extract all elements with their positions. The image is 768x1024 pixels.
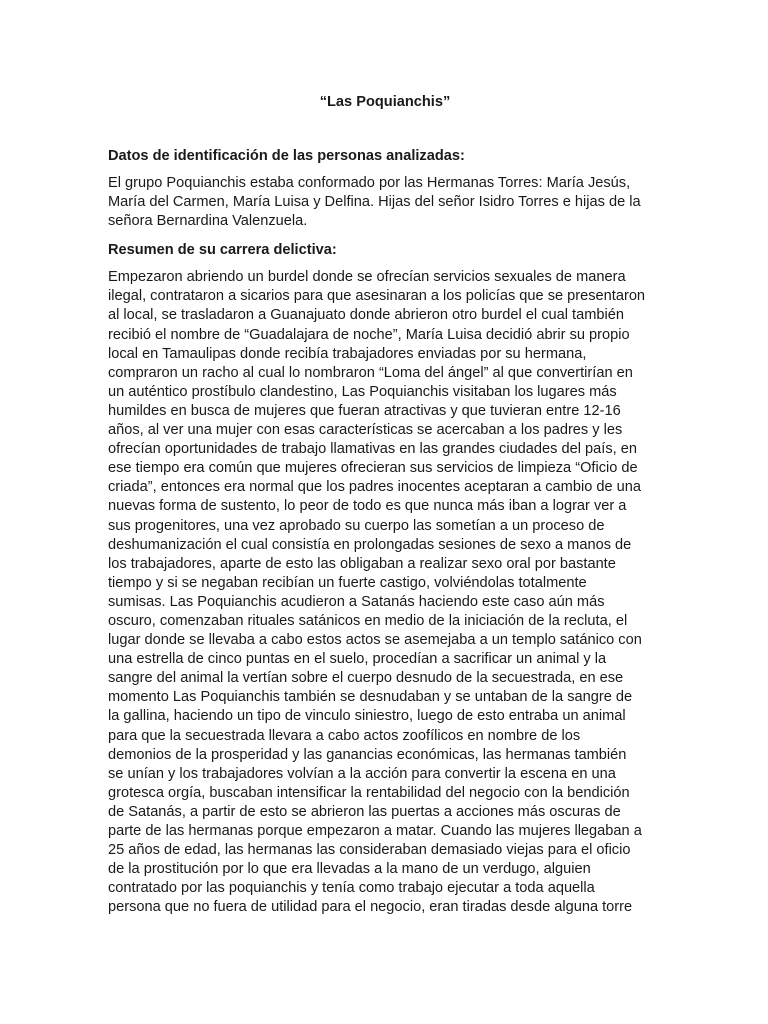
text-line: ofrecían oportunidades de trabajo llamativas en las grandes ciudades del país, en	[108, 441, 637, 458]
text-line: sumisas. Las Poquianchis acudieron a Satanás haciendo este caso aún más	[108, 593, 605, 610]
document-page	[108, 93, 662, 927]
document-title: “Las Poquianchis”	[319, 94, 451, 110]
text-line: ese tiempo era común que mujeres ofrecieran sus servicios de limpieza “Oficio de	[108, 460, 638, 477]
text-line: tiempo y si se negaban recibían un fuerte castigo, volviéndolas totalmente	[108, 574, 587, 591]
text-line: ilegal, contrataron a sicarios para que asesinaran a los policías que se presentaron	[108, 288, 646, 305]
text-line: al local, se trasladaron a Guanajuato donde abrieron otro burdel el cual también	[108, 307, 624, 324]
text-line: demonios de la prosperidad y las ganancias económicas, las hermanas también	[108, 746, 627, 763]
text-line: momento Las Poquianchis también se desnudaban y se untaban de la sangre de	[108, 689, 633, 706]
text-line: se unían y los trabajadores volvían a la acción para convertir la escena en una	[108, 765, 616, 782]
text-line: grotesca orgía, buscaban intensificar la rentabilidad del negocio con la bendición	[108, 784, 630, 801]
text-line: sangre del animal la vertían sobre el cuerpo desnudo de la secuestrada, en ese	[108, 670, 624, 687]
text-line: de Satanás, a partir de esto se abrieron las puertas a acciones más oscuras de	[108, 803, 621, 820]
text-line: una estrella de cinco puntas en el suelo, procedían a sacrificar un animal y la	[108, 651, 607, 668]
text-line: contratado por las poquianchis y tenía como trabajo ejecutar a toda aquella	[108, 880, 595, 897]
text-line: humildes en busca de mujeres que fueran atractivas y que tuvieran entre 12-16	[108, 402, 621, 419]
text-line: sus progenitores, una vez aprobado su cuerpo las sometían a un proceso de	[108, 517, 605, 534]
text-line: oscuro, comenzaban rituales satánicos en medio de la iniciación de la recluta, el	[108, 612, 628, 629]
text-line: 25 años de edad, las hermanas las consideraban demasiado viejas para el oficio	[108, 842, 631, 859]
text-line: parte de las hermanas porque empezaron a matar. Cuando las mujeres llegaban a	[108, 823, 642, 839]
text-line: local en Tamaulipas donde recibía trabajadores enviadas por su hermana,	[108, 345, 587, 362]
text-line: El grupo Poquianchis estaba conformado por las Hermanas Torres: María Jesús,	[108, 175, 631, 191]
section-heading-identification: Datos de identificación de las personas analizadas:	[108, 148, 465, 164]
text-line: recibió el nombre de “Guadalajara de noche”, María Luisa decidió abrir su propio	[108, 326, 630, 343]
text-line: Empezaron abriendo un burdel donde se ofrecían servicios sexuales de manera	[108, 269, 626, 286]
text-line: señora Bernardina Valenzuela.	[108, 213, 308, 230]
text-line: nuevas forma de sustento, lo peor de todo es que nunca más iban a lograr ver a	[108, 498, 627, 515]
text-line: compraron un racho al cual lo nombraron “Loma del ángel” al que convertirían en	[108, 364, 633, 381]
paragraph-identification	[108, 174, 662, 231]
text-line: persona que no fuera de utilidad para el negocio, eran tiradas desde alguna torre	[108, 899, 633, 916]
text-line: criada”, entonces era normal que los padres inocentes aceptaran a cambio de una	[108, 479, 641, 496]
text-line: deshumanización el cual consistía en prolongadas sesiones de sexo a manos de	[108, 536, 632, 553]
text-line: los trabajadores, aparte de esto las obligaban a realizar sexo oral por bastante	[108, 555, 616, 572]
section-heading-summary: Resumen de su carrera delictiva:	[108, 242, 337, 259]
text-line: un auténtico prostíbulo clandestino, Las Poquianchis visitaban los lugares más	[108, 383, 617, 400]
text-line: para que la secuestrada llevara a cabo actos zoofílicos en nombre de los	[108, 727, 581, 744]
text-line: la gallina, haciendo un tipo de vinculo siniestro, luego de esto entraba un animal	[108, 708, 626, 725]
text-line: de la prostitución por lo que era llevadas a la mano de un verdugo, alguien	[108, 861, 591, 878]
text-line: María del Carmen, María Luisa y Delfina. Hijas del señor Isidro Torres e hijas de la	[108, 194, 641, 211]
text-line: años, al ver una mujer con esas características se acercaban a los padres y les	[108, 422, 623, 439]
paragraph-summary	[108, 268, 662, 917]
text-line: lugar donde se llevaba a cabo estos actos se asemejaba a un templo satánico con	[108, 632, 642, 649]
